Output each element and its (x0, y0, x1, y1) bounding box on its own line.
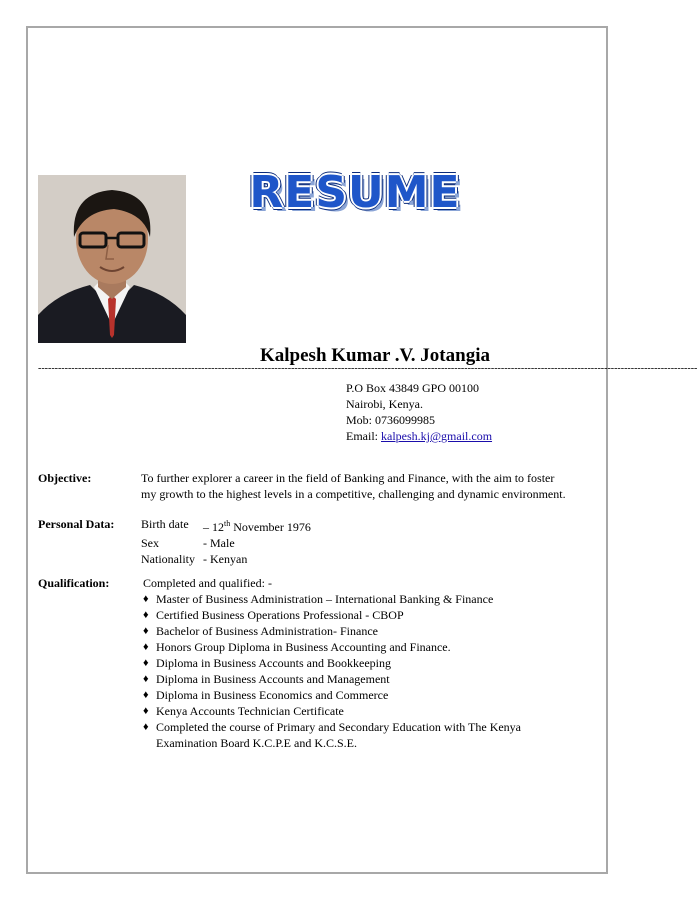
objective-line-1: To further explorer a career in the field of Banking and Finance, with the aim to foster (141, 471, 555, 485)
objective-label: Objective: (38, 471, 92, 485)
personal-data-label: Personal Data: (38, 517, 115, 531)
sex-key: Sex (141, 536, 159, 550)
nationality-value: - Kenyan (203, 552, 248, 566)
nationality-row (141, 551, 311, 567)
personal-data-block (141, 516, 311, 567)
birth-date-value: – 12th November 1976 (203, 519, 311, 534)
email-label: Email: (346, 429, 381, 443)
sex-value: - Male (203, 536, 235, 550)
qualification-item: ♦ Kenya Accounts Technician Certificate (143, 703, 563, 719)
qualification-item: ♦ Diploma in Business Accounts and Management (143, 671, 563, 687)
sex-row (141, 535, 311, 551)
qualification-label: Qualification: (38, 576, 110, 590)
objective-text (141, 470, 611, 502)
email-line (346, 428, 492, 444)
contact-block (346, 380, 492, 444)
qualification-item: ♦ Bachelor of Business Administration- Finance (143, 623, 563, 639)
qualification-item: ♦ Certified Business Operations Professional - CBOP (143, 607, 563, 623)
city: Nairobi, Kenya. (346, 397, 423, 411)
profile-photo (38, 175, 186, 343)
qualification-item: ♦ Diploma in Business Economics and Commerce (143, 687, 563, 703)
qualification-intro: Completed and qualified: - (143, 576, 272, 590)
divider-line: ------------------------------------------------------------------------------------------------------------------------------------------------------------------------------------------------------ (38, 363, 697, 374)
mobile-number: Mob: 0736099985 (346, 413, 436, 427)
objective-line-2: my growth to the highest levels in a competitive, challenging and dynamic environment. (141, 487, 566, 501)
qualification-item: ♦ Diploma in Business Accounts and Bookkeeping (143, 655, 563, 671)
qualification-item: ♦ Master of Business Administration – International Banking & Finance (143, 591, 563, 607)
candidate-name: Kalpesh Kumar .V. Jotangia (260, 345, 490, 366)
birth-date-key: Birth date (141, 517, 189, 531)
portrait-image (38, 175, 186, 343)
qualification-block (143, 575, 563, 751)
po-box: P.O Box 43849 GPO 00100 (346, 381, 480, 395)
nationality-key: Nationality (141, 552, 195, 566)
qualification-item: ♦ Completed the course of Primary and Secondary Education with The Kenya Examination Board K.C.P.E and K.C.S.E. (143, 719, 563, 751)
qualification-item: ♦ Honors Group Diploma in Business Accounting and Finance. (143, 639, 563, 655)
qualification-list (143, 591, 563, 751)
resume-heading: RESUME (249, 167, 461, 218)
birth-date-row (141, 516, 311, 535)
email-link[interactable]: kalpesh.kj@gmail.com (381, 429, 493, 443)
